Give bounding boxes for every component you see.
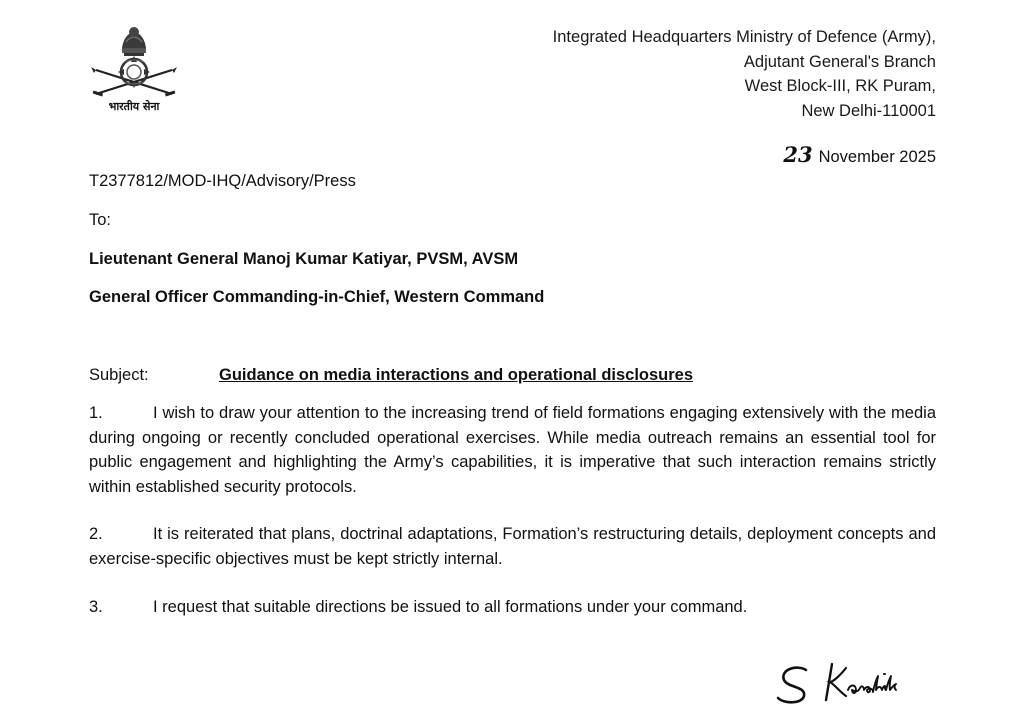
paragraph (89, 522, 936, 571)
date-month-year: November 2025 (818, 148, 936, 166)
sender-address (553, 25, 936, 123)
paragraph-text: It is reiterated that plans, doctrinal adaptations, Formation’s restructuring details, deployment concepts and exercise-specific objectives must be kept strictly internal. (89, 525, 936, 568)
address-line: New Delhi-110001 (801, 101, 936, 120)
subject-label: Subject: (89, 366, 149, 384)
subject-text: Guidance on media interactions and operational disclosures (219, 366, 694, 384)
paragraph-number: 3. (89, 598, 103, 616)
paragraph (89, 401, 936, 499)
addressee-title: General Officer Commanding-in-Chief, Western Command (89, 288, 545, 306)
to-label: To: (89, 211, 112, 229)
addressee-name: Lieutenant General Manoj Kumar Katiyar, PVSM, AVSM (89, 250, 519, 268)
address-line: Integrated Headquarters Ministry of Defence (Army), (552, 28, 936, 46)
address-line: Adjutant General's Branch (743, 52, 936, 71)
paragraph (89, 595, 936, 620)
paragraph-number: 1. (89, 404, 103, 422)
paragraph-text: I wish to draw your attention to the increasing trend of field formations engaging extensively with the media during ongoing or recently concluded operational exercises. While media outreach remains an essential tool for public engagement and highlighting the Army’s capabilities, it is imperative that such interaction remains strictly within established security protocols. (89, 404, 936, 496)
reference-number: T2377812/MOD-IHQ/Advisory/Press (89, 172, 356, 190)
emblem-caption: भारतीय सेना (108, 100, 160, 113)
address-line: West Block-III, RK Puram, (744, 77, 936, 95)
paragraph-text: I request that suitable directions be issued to all formations under your command. (153, 598, 748, 616)
indian-army-emblem-icon (88, 18, 180, 114)
letter-date (783, 143, 936, 169)
paragraph-number: 2. (89, 525, 103, 543)
handwritten-signature-icon (776, 660, 926, 706)
date-day-handwritten: 23 (783, 142, 813, 167)
